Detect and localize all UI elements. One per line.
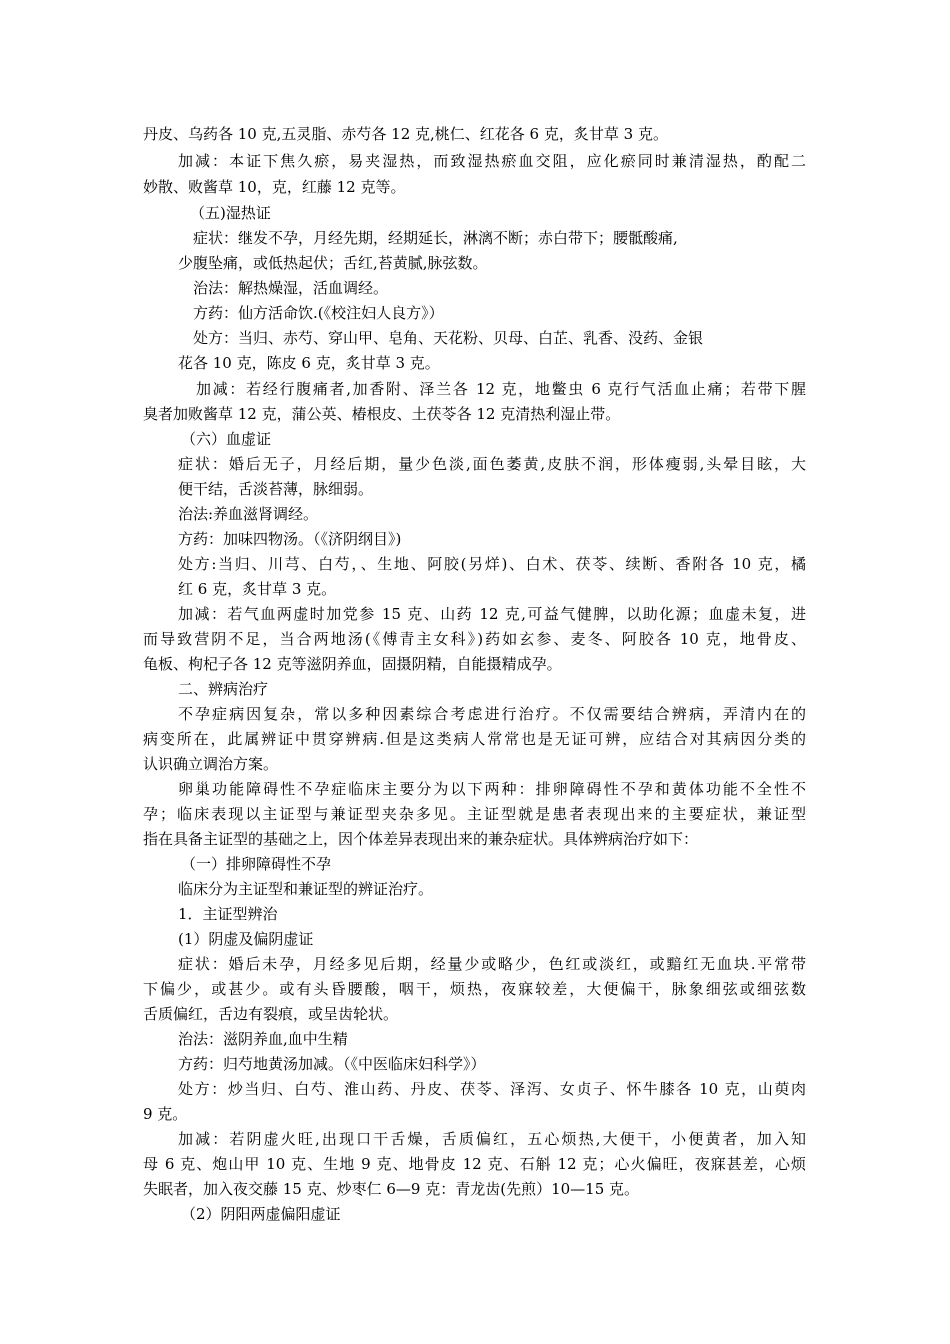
text-line: 指在具备主证型的基础之上，因个体差异表现出来的兼杂症状。具体辨病治疗如下： — [143, 830, 699, 848]
text-line: 9 克。 — [143, 1105, 188, 1123]
section-heading: 二、辨病治疗 — [178, 680, 269, 698]
text-line: 红 6 克，炙甘草 3 克。 — [178, 580, 337, 598]
text-line: 处方:当归、川芎、白芍，、生地、阿胶(另烊)、白术、茯苓、续断、香附各 10 克，橘 — [178, 555, 806, 573]
text-line: 孕；临床表现以主证型与兼证型夹杂多见。主证型就是患者表现出来的主要症状，兼证型 — [143, 805, 806, 823]
text-line: 加减：本证下焦久瘀，易夹湿热，而致湿热瘀血交阻，应化瘀同时兼清湿热，酌配二 — [178, 152, 806, 170]
text-line: 方药：仙方活命饮.(《校注妇人良方》） — [193, 304, 444, 322]
text-line: 临床分为主证型和兼证型的辨证治疗。 — [178, 880, 434, 898]
text-line: 治法:养血滋肾调经。 — [178, 505, 319, 523]
text-line: 治法：解热燥湿，活血调经。 — [193, 279, 389, 297]
section-heading: (1）阴虚及偏阴虚证 — [178, 930, 314, 948]
section-heading: 1．主证型辨治 — [178, 905, 278, 923]
text-line: 症状：婚后无子，月经后期，量少色淡,面色萎黄,皮肤不润，形体瘦弱,头晕目眩，大 — [178, 455, 806, 473]
text-line: 失眠者，加入夜交藤 15 克、炒枣仁 6—9 克：青龙齿(先煎）10—15 克。 — [143, 1180, 640, 1198]
text-line: 而导致营阴不足，当合两地汤(《傅青主女科》)药如玄参、麦冬、阿胶各 10 克，地骨皮、 — [143, 630, 806, 648]
text-line: 臭者加败酱草 12 克，蒲公英、椿根皮、土茯苓各 12 克清热利湿止带。 — [143, 405, 621, 423]
text-line: 加减：若阴虚火旺,出现口干舌燥，舌质偏红，五心烦热,大便干，小便黄者，加入知 — [178, 1130, 806, 1148]
text-line: 不孕症病因复杂，常以多种因素综合考虑进行治疗。不仅需要结合辨病，弄清内在的 — [178, 705, 806, 723]
text-line: 舌质偏红，舌边有裂痕，或呈齿轮状。 — [143, 1005, 399, 1023]
text-line: 方药：归芍地黄汤加减。（《中医临床妇科学》） — [178, 1055, 486, 1073]
text-line: 龟板、枸杞子各 12 克等滋阴养血，固摄阴精，自能摄精成孕。 — [143, 655, 562, 673]
text-line: 下偏少，或甚少。或有头昏腰酸，咽干，烦热，夜寐较差，大便偏干，脉象细弦或细弦数 — [143, 980, 806, 998]
text-line: 治法：滋阴养血,血中生精 — [178, 1030, 348, 1048]
text-line: 症状：继发不孕，月经先期，经期延长，淋漓不断；赤白带下；腰骶酸痛, — [193, 229, 678, 247]
text-line: 方药：加味四物汤。（《济阴纲目》) — [178, 530, 402, 548]
text-line: 加减：若气血两虚时加党参 15 克、山药 12 克,可益气健脾，以助化源；血虚未复，进 — [178, 605, 806, 623]
section-heading: （六）血虚证 — [181, 430, 272, 448]
text-line: 妙散、败酱草 10，克，红藤 12 克等。 — [143, 178, 406, 196]
text-line: 卵巢功能障碍性不孕症临床主要分为以下两种：排卵障碍性不孕和黄体功能不全性不 — [178, 780, 806, 798]
text-line: 便干结，舌淡苔薄，脉细弱。 — [178, 480, 374, 498]
section-heading: （一）排卵障碍性不孕 — [181, 855, 332, 873]
text-line: 症状：婚后未孕，月经多见后期，经量少或略少，色红或淡红，或黯红无血块.平常带 — [178, 955, 806, 973]
text-line: 处方：当归、赤芍、穿山甲、皂角、天花粉、贝母、白芷、乳香、没药、金银 — [193, 329, 704, 347]
text-line: 认识确立调治方案。 — [143, 755, 279, 773]
section-heading: （五)湿热证 — [190, 204, 271, 222]
text-line: 加减：若经行腹痛者,加香附、泽兰各 12 克，地鳖虫 6 克行气活血止痛；若带下腥 — [196, 380, 806, 398]
text-line: 母 6 克、炮山甲 10 克、生地 9 克、地骨皮 12 克、石斛 12 克；心火偏旺，夜寐甚差，心烦 — [143, 1155, 806, 1173]
text-line: 花各 10 克，陈皮 6 克，炙甘草 3 克。 — [178, 354, 440, 372]
text-line: 少腹坠痛，或低热起伏；舌红,苔黄腻,脉弦数。 — [178, 254, 488, 272]
section-heading: （2）阴阳两虚偏阳虚证 — [181, 1205, 341, 1223]
text-line: 病变所在，此属辨证中贯穿辨病.但是这类病人常常也是无证可辨，应结合对其病因分类的 — [143, 730, 806, 748]
text-line: 处方：炒当归、白芍、淮山药、丹皮、茯苓、泽泻、女贞子、怀牛膝各 10 克，山萸肉 — [178, 1080, 806, 1098]
text-line: 丹皮、乌药各 10 克,五灵脂、赤芍各 12 克,桃仁、红花各 6 克，炙甘草 3 克。 — [143, 125, 668, 143]
